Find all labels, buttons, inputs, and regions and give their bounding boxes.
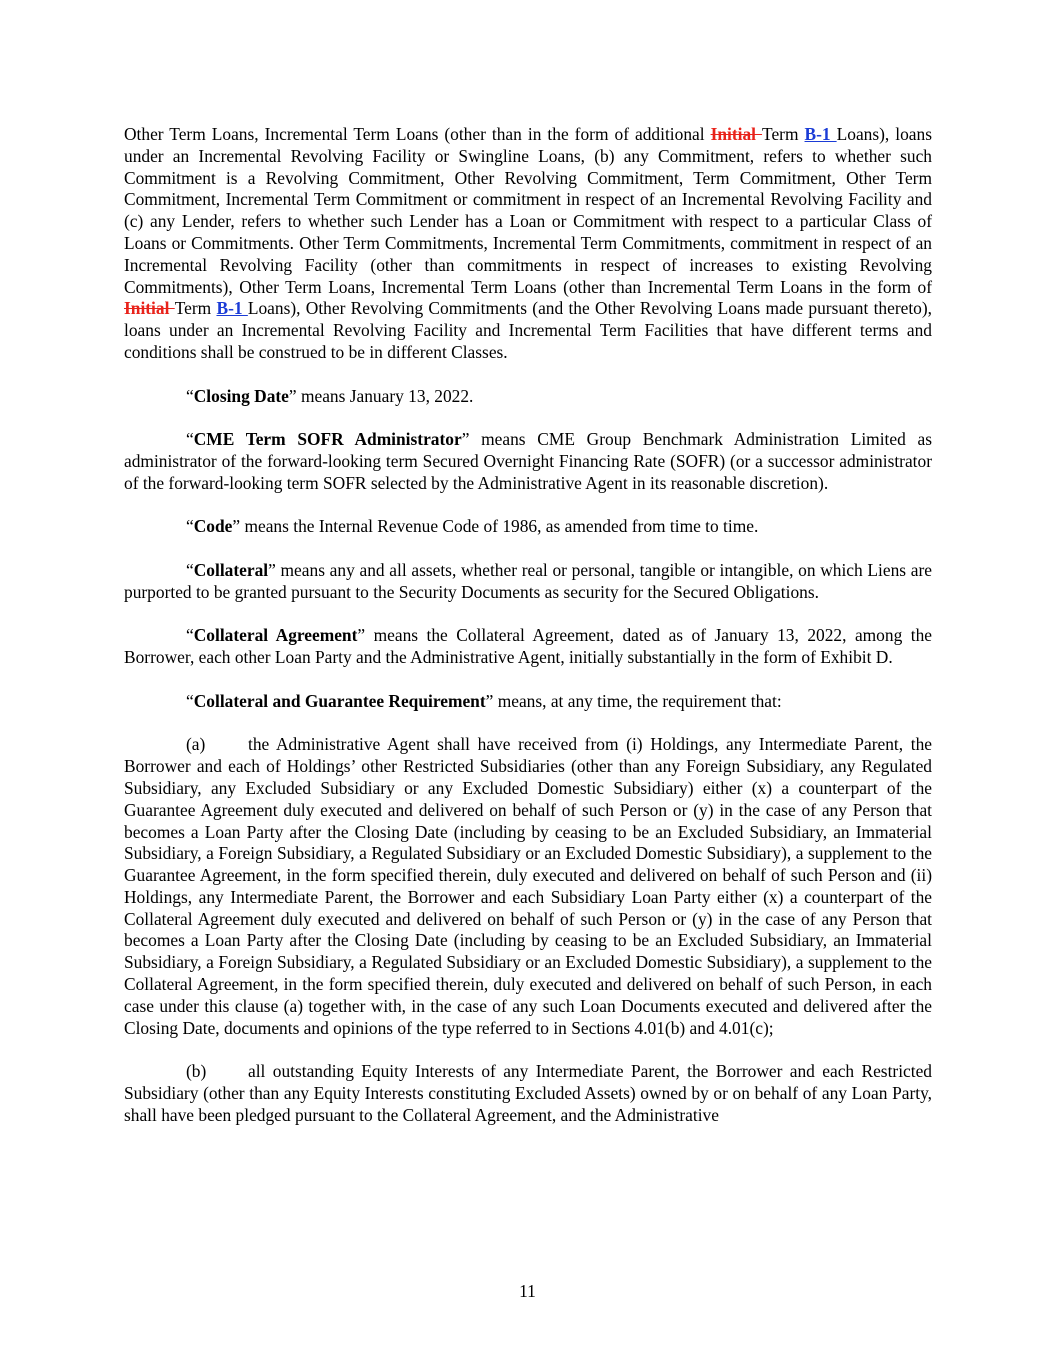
defined-term: Collateral	[193, 559, 269, 580]
inserted-text: B-1	[804, 124, 837, 144]
definition-collateral: “Collateral” means any and all assets, whether real or personal, tangible or intangible, on which Liens are purported to be granted pursuant to the Security Documents as security for the Secured Obligations.	[124, 559, 932, 602]
clause-label: (b)	[186, 1061, 207, 1082]
defined-term: Code	[193, 516, 233, 537]
clause-b: (b) all outstanding Equity Interests of any Intermediate Parent, the Borrower and each Restricted Subsidiary (other than any Equity Interests constituting Excluded Assets) owned by or on behalf of any Loan Party, shall have been pledged pursuant to the Collateral Agreement, and the Administrative	[124, 1061, 932, 1125]
class-definition-continuation: Other Term Loans, Incremental Term Loans (other than in the form of additional Initial Term B-1 Loans), loans under an Incremental Revolving Facility or Swingline Loans, (b) any Commitment, refers to whether such Commitment is a Revolving Commitment, Other Revolving Commitment, Term Commitment, Other Term Commitment, Incremental Term Commitment or commitment in respect of an Incremental Revolving Facility and (c) any Lender, refers to whether such Lender has a Loan or Commitment with respect to a particular Class of Loans or Commitments. Other Term Commitments, Incremental Term Commitments, commitment in respect of an Incremental Revolving Facility (other than commitments in respect of increases to existing Revolving Commitments), Other Term Loans, Incremental Term Loans (other than Incremental Term Loans in the form of Initial Term B-1 Loans), Other Revolving Commitments (and the Other Revolving Loans made pursuant thereto), loans under an Incremental Revolving Facility and Incremental Term Facilities that have different terms and conditions shall be construed to be in different Classes.	[124, 124, 933, 362]
definition-code: “Code” means the Internal Revenue Code of 1986, as amended from time to time.	[186, 516, 759, 537]
defined-term: CME Term SOFR Administrator	[193, 429, 462, 450]
definition-cme-term-sofr-administrator: “CME Term SOFR Administrator” means CME Group Benchmark Administration Limited as administrator of the forward-looking term Secured Overnight Financing Rate (SOFR) (or a successor administrator of the forward-looking term SOFR selected by the Administrative Agent in its reasonable discretion).	[124, 429, 932, 493]
page-number: 11	[519, 1281, 536, 1301]
document-page	[124, 124, 932, 1127]
clause-a: (a) the Administrative Agent shall have received from (i) Holdings, any Intermediate Parent, the Borrower and each of Holdings’ other Restricted Subsidiaries (other than any Foreign Subsidiary, any Regulated Subsidiary, any Excluded Subsidiary or any Excluded Domestic Subsidiary) either (x) a counterpart of the Guarantee Agreement duly executed and delivered on behalf of such Person or (y) in the case of any Person that becomes a Loan Party after the Closing Date (including by ceasing to be an Excluded Subsidiary, an Immaterial Subsidiary, a Foreign Subsidiary, a Regulated Subsidiary or an Excluded Domestic Subsidiary), a supplement to the Guarantee Agreement, in the form specified therein, duly executed and delivered on behalf of such Person and (ii) Holdings, any Intermediate Parent, the Borrower and each Subsidiary Loan Party either (x) a counterpart of the Collateral Agreement duly executed and delivered on behalf of such Person or (y) in the case of any Person that becomes a Loan Party after the Closing Date (including by ceasing to be an Excluded Subsidiary, an Immaterial Subsidiary, a Foreign Subsidiary, a Regulated Subsidiary or an Excluded Domestic Subsidiary), a supplement to the Collateral Agreement, in the form specified therein, duly executed and delivered on behalf of such Person, in each case under this clause (a) together with, in the case of any such Loan Documents executed and delivered after the Closing Date, documents and opinions of the type referred to in Sections 4.01(b) and 4.01(c);	[124, 734, 932, 1038]
deleted-text: Initial	[124, 298, 175, 319]
inserted-text: B-1	[216, 298, 248, 319]
definition-collateral-and-guarantee-requirement: “Collateral and Guarantee Requirement” means, at any time, the requirement that:	[186, 690, 782, 711]
defined-term: Closing Date	[193, 385, 289, 406]
definition-collateral-agreement: “Collateral Agreement” means the Collateral Agreement, dated as of January 13, 2022, among the Borrower, each other Loan Party and the Administrative Agent, initially substantially in the form of Exhibit D.	[124, 625, 933, 668]
defined-term: Collateral and Guarantee Requirement	[193, 690, 486, 711]
defined-term: Collateral Agreement	[193, 625, 358, 646]
definition-closing-date: “Closing Date” means January 13, 2022.	[186, 385, 474, 406]
deleted-text: Initial	[710, 124, 763, 144]
clause-label: (a)	[186, 734, 206, 755]
